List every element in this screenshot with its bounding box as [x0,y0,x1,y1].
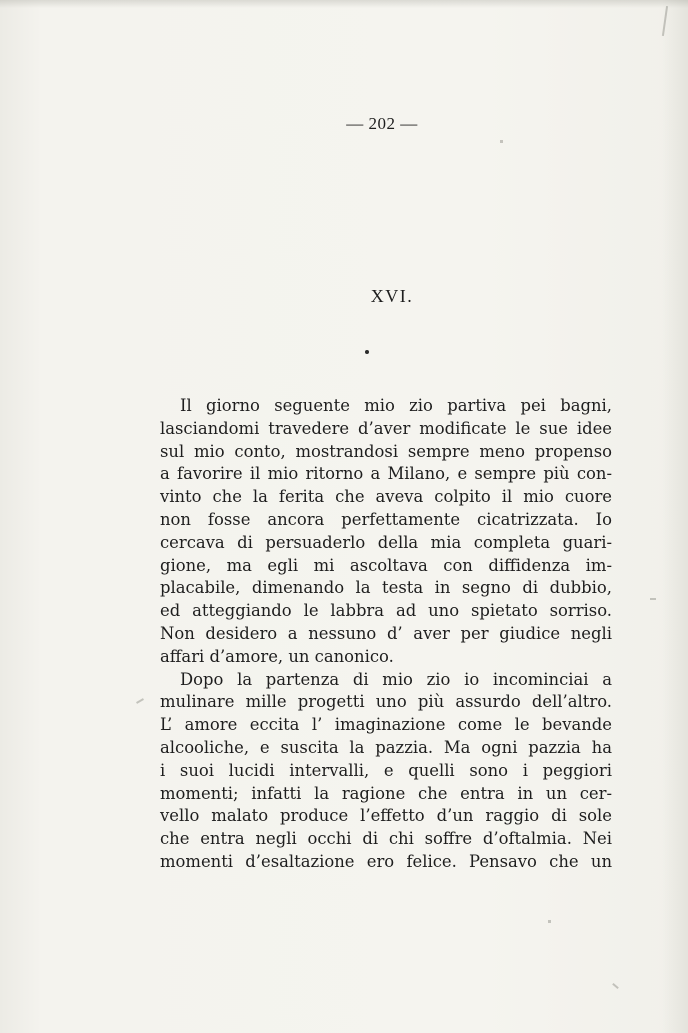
text-line: Non desidero a nessuno d’ aver per giudice negli [160,623,612,643]
ornament-dot [365,350,369,354]
text-line: placabile, dimenando la testa in segno di dubbio, [160,578,612,598]
text-line: alcooliche, e suscita la pazzia. Ma ogni pazzia ha [160,737,612,757]
text-line: mulinare mille progetti uno più assurdo dell’altro. [160,692,612,712]
text-line: ed atteggiando le labbra ad uno spietato sorriso. [160,601,612,621]
text-line: gione, ma egli mi ascoltava con diffidenza im- [160,555,612,575]
paragraph-1 [160,395,612,669]
text-line: momenti d’esaltazione ero felice. Pensavo che un [160,851,612,871]
text-line: non fosse ancora perfettamente cicatrizzata. Io [160,509,612,529]
text-line: sul mio conto, mostrandosi sempre meno propenso [160,441,612,461]
scan-speck [500,140,503,143]
text-line: affari d’amore, un canonico. [160,646,394,666]
chapter-title: XVI. [370,286,414,306]
text-line: cercava di persuaderlo della mia completa guari- [160,532,612,552]
page-right-edge-shadow [662,0,688,1033]
text-line: lasciandomi travedere d’aver modificate le sue idee [160,418,612,438]
page-number: — 202 — [346,114,418,133]
page-top-edge [0,0,688,8]
scan-speck [136,698,144,704]
text-line: Il giorno seguente mio zio partiva pei bagni, [180,396,612,415]
scan-speck [548,920,551,923]
text-line: L’ amore eccita l’ imaginazione come le bevande [160,715,612,735]
text-line: Dopo la partenza di mio zio io incominciai a [180,669,612,689]
text-line: che entra negli occhi di chi soffre d’oftalmia. Nei [160,829,612,849]
scan-speck [612,983,619,989]
text-line: i suoi lucidi intervalli, e quelli sono i peggiori [160,760,612,780]
text-line: momenti; infatti la ragione che entra in un cer- [160,783,612,803]
text-line: vinto che la ferita che aveva colpito il mio cuore [160,487,612,507]
text-line: vello malato produce l’effetto d’un raggio di sole [160,806,612,826]
paragraph-2 [160,669,612,874]
scan-speck [650,598,656,600]
body-text [160,395,612,874]
text-line: a favorire il mio ritorno a Milano, e sempre più con- [160,464,612,484]
